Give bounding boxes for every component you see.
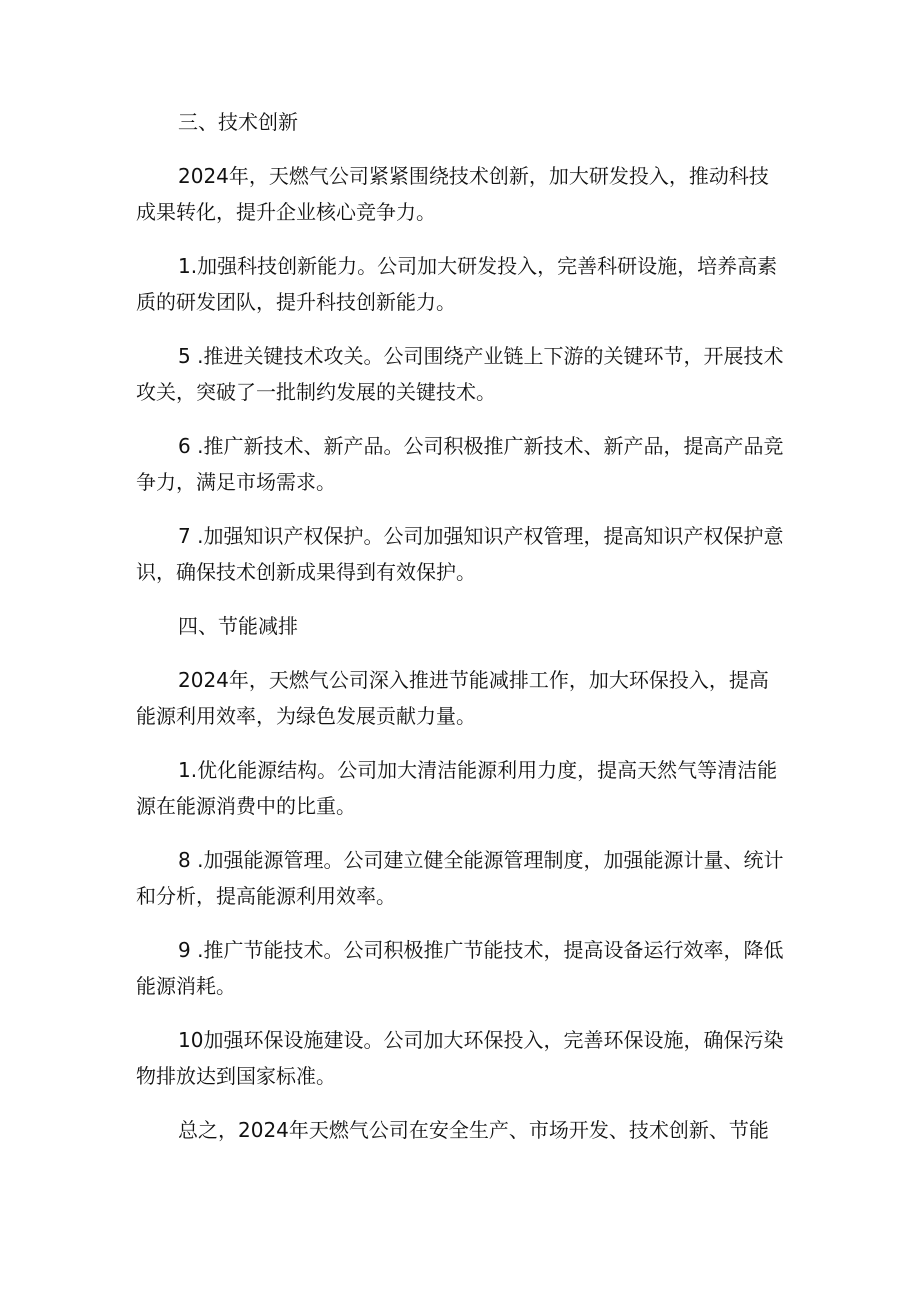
paragraph-energy-item-10: 10加强环保设施建设。公司加大环保投入，完善环保设施，确保污染物排放达到国家标准。: [136, 1028, 784, 1088]
paragraph-summary: 总之，2024年天燃气公司在安全生产、市场开发、技术创新、节能: [178, 1118, 769, 1142]
document-body: [136, 104, 784, 1166]
paragraph-tech-item-1: 1.加强科技创新能力。公司加大研发投入，完善科研设施，培养高素质的研发团队，提升科技创新能力。: [136, 254, 778, 314]
paragraph-energy-intro: 2024年，天燃气公司深入推进节能减排工作，加大环保投入，提高能源利用效率，为绿色发展贡献力量。: [136, 668, 769, 728]
paragraph-tech-intro: 2024年，天燃气公司紧紧围绕技术创新，加大研发投入，推动科技成果转化，提升企业核心竞争力。: [136, 164, 769, 224]
section-heading-tech-innovation: 三、技术创新: [178, 110, 298, 134]
paragraph-tech-item-6: 6 .推广新技术、新产品。公司积极推广新技术、新产品，提高产品竞争力，满足市场需求。: [136, 434, 784, 494]
paragraph-energy-item-1: 1.优化能源结构。公司加大清洁能源利用力度，提高天然气等清洁能源在能源消费中的比重。: [136, 758, 778, 818]
paragraph-tech-item-7: 7 .加强知识产权保护。公司加强知识产权管理，提高知识产权保护意识，确保技术创新成果得到有效保护。: [136, 524, 784, 584]
paragraph-energy-item-8: 8 .加强能源管理。公司建立健全能源管理制度，加强能源计量、统计和分析，提高能源利用效率。: [136, 848, 784, 908]
paragraph-energy-item-9: 9 .推广节能技术。公司积极推广节能技术，提高设备运行效率，降低能源消耗。: [136, 938, 784, 998]
section-heading-energy-saving: 四、节能减排: [178, 614, 298, 638]
paragraph-tech-item-5: 5 .推进关键技术攻关。公司围绕产业链上下游的关键环节，开展技术攻关，突破了一批制约发展的关键技术。: [136, 344, 784, 404]
